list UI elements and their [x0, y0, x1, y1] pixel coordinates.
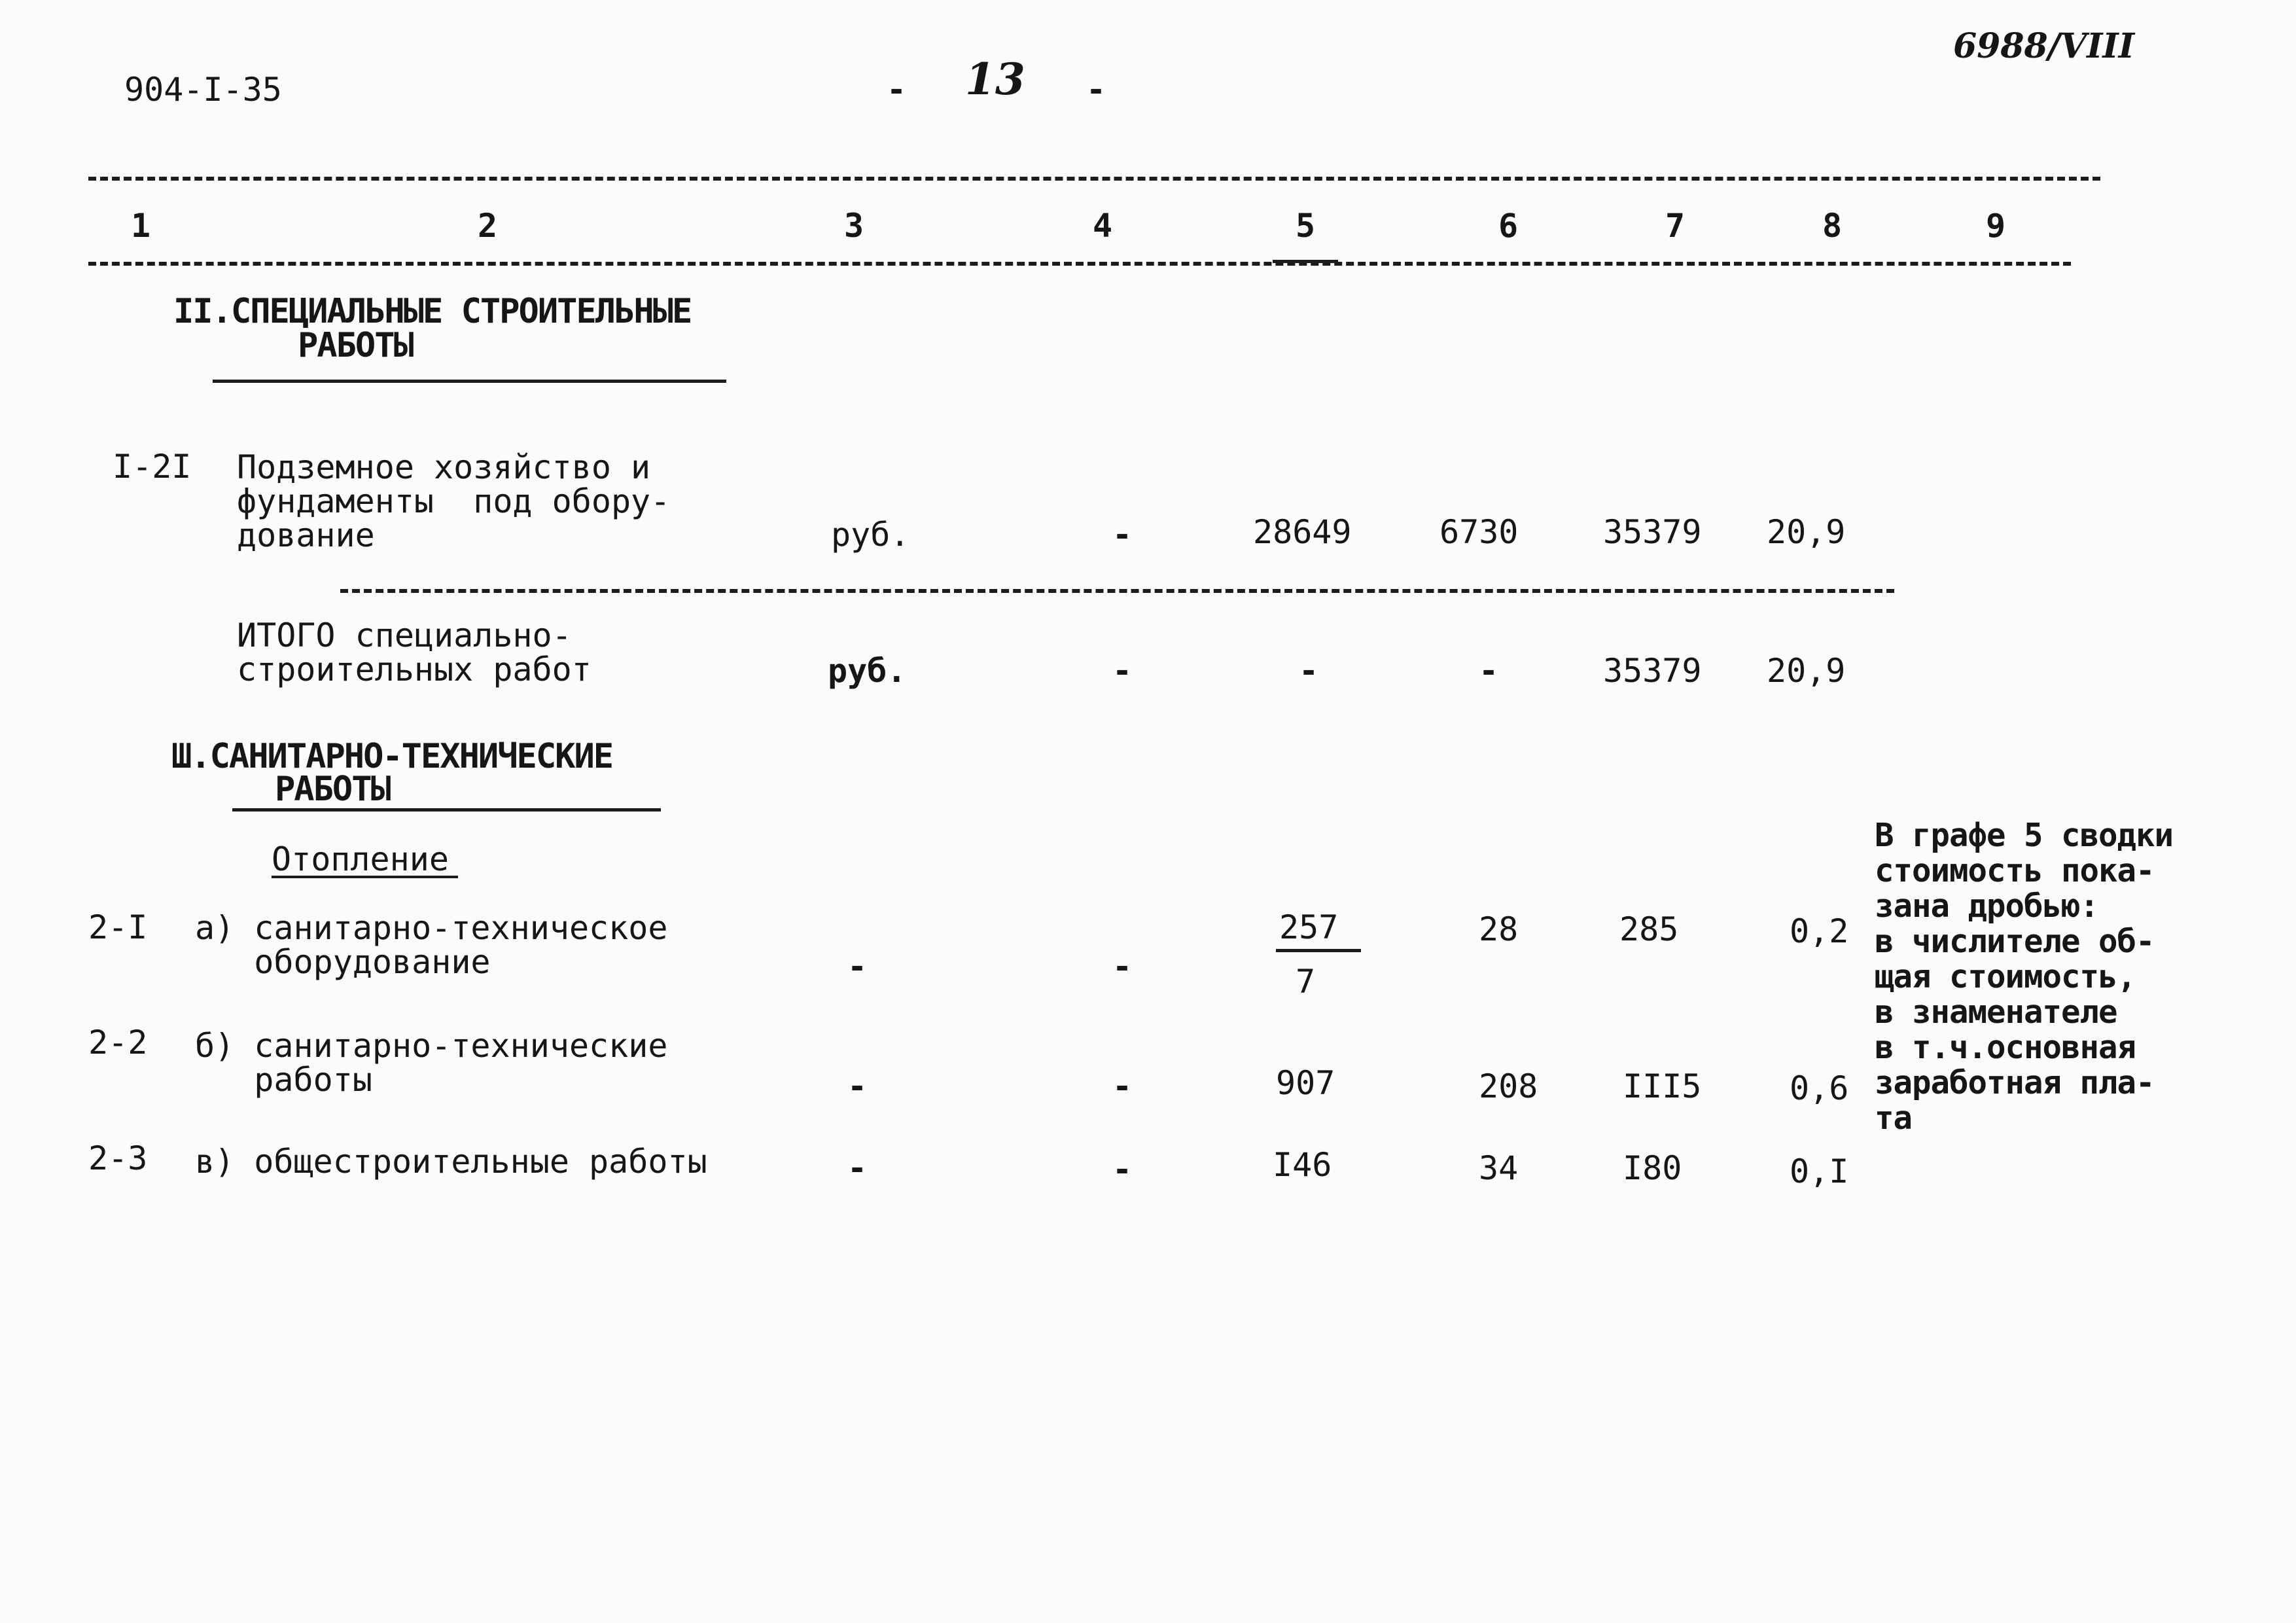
section-3-underline — [232, 808, 661, 812]
row-col5-numerator: 257 — [1279, 908, 1339, 946]
row-col3: - — [847, 1149, 868, 1187]
row-unit: руб. — [831, 516, 910, 554]
total-col6: - — [1479, 652, 1499, 690]
row-code: 2-I — [88, 908, 148, 946]
row-col5: 28649 — [1253, 513, 1352, 551]
row-col5: 907 — [1276, 1064, 1335, 1102]
row-col4: - — [1112, 1067, 1133, 1105]
total-col4: - — [1112, 652, 1133, 690]
total-col7: 35379 — [1603, 652, 1702, 690]
row-col4: - — [1112, 948, 1133, 986]
total-col8: 20,9 — [1767, 652, 1846, 690]
section-2-title: II.СПЕЦИАЛЬНЫЕ СТРОИТЕЛЬНЫЕ — [173, 292, 692, 331]
column-header-7: 7 — [1665, 207, 1686, 245]
section-2-title-line2: РАБОТЫ — [298, 326, 413, 365]
row-col6: 34 — [1479, 1149, 1519, 1187]
page-number: 13 — [965, 54, 1025, 105]
row-col6: 6730 — [1439, 513, 1519, 551]
total-name: ИТОГО специально- строительных работ — [237, 616, 592, 688]
row-col6: 28 — [1479, 910, 1519, 948]
column-header-8: 8 — [1822, 207, 1843, 245]
corner-mark: 6988/VIII — [1953, 26, 2135, 66]
row-col7: I80 — [1623, 1149, 1682, 1187]
column-header-1: 1 — [130, 207, 151, 245]
column-header-2: 2 — [477, 207, 498, 245]
total-col5: - — [1299, 652, 1319, 690]
page-number-dash-right: - — [1086, 71, 1106, 109]
section-3-title: Ш.САНИТАРНО-ТЕХНИЧЕСКИЕ — [171, 737, 613, 776]
column-5-mark — [1273, 260, 1338, 263]
subtotal-rule — [340, 589, 1894, 593]
row-col3: - — [847, 948, 868, 986]
page-number-dash-left: - — [887, 71, 907, 109]
row-col8: 0,I — [1790, 1152, 1849, 1190]
row-col5: I46 — [1273, 1146, 1332, 1184]
fraction-bar — [1276, 949, 1361, 952]
subsection-underline — [272, 876, 458, 878]
row-col3: - — [847, 1067, 868, 1105]
subsection-title: Отопление — [272, 840, 449, 878]
row-name: а) санитарно-техническое оборудование — [195, 909, 668, 981]
row-col7: 285 — [1619, 910, 1679, 948]
row-code: 2-3 — [88, 1139, 148, 1177]
header-rule-top — [88, 177, 2100, 181]
row-name: б) санитарно-технические работы — [195, 1027, 668, 1099]
section-2-underline — [213, 380, 726, 383]
row-col8: 20,9 — [1767, 513, 1846, 551]
column-header-5: 5 — [1295, 207, 1316, 245]
column-header-3: 3 — [843, 207, 864, 245]
row-col7: 35379 — [1603, 513, 1702, 551]
row-col6: 208 — [1479, 1067, 1538, 1105]
row-col7: III5 — [1623, 1067, 1702, 1105]
row-col4: - — [1112, 516, 1133, 554]
section-3-title-line2: РАБОТЫ — [275, 770, 390, 809]
document-code: 904-I-35 — [124, 71, 282, 109]
header-rule-bottom — [88, 262, 2071, 266]
total-unit: руб. — [828, 652, 907, 690]
side-note: В графе 5 сводки стоимость пока- зана дробью: в числителе об- щая стоимость, в знаменателе в т.ч.основная заработная пла- та — [1875, 817, 2174, 1137]
row-name: Подземное хозяйство и фундаменты под обору- дование — [237, 448, 671, 554]
row-col8: 0,2 — [1790, 912, 1849, 950]
row-col5-denominator: 7 — [1296, 963, 1316, 1001]
row-col8: 0,6 — [1790, 1069, 1849, 1107]
row-col4: - — [1112, 1150, 1133, 1188]
row-name: в) общестроительные работы — [195, 1143, 707, 1181]
row-code: 2-2 — [88, 1024, 148, 1061]
column-header-6: 6 — [1498, 207, 1519, 245]
row-code: I-2I — [113, 448, 192, 486]
column-header-4: 4 — [1092, 207, 1113, 245]
column-header-9: 9 — [1985, 207, 2006, 245]
